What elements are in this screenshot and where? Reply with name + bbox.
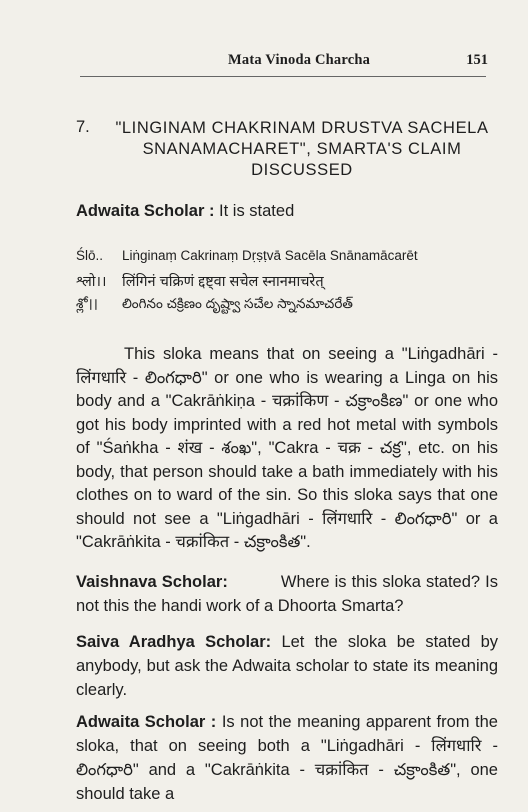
speaker-label: Saiva Aradhya Scholar: [76,633,272,651]
section-title: "LINGINAM CHAKRINAM DRUSTVA SACHELA SNANAMACHARET", SMARTA'S CLAIM DISCUSSED [115,119,489,179]
speaker-label: Adwaita Scholar : [76,202,215,220]
dialogue-vaishnava [76,570,498,618]
section-number: 7. [76,118,90,136]
page-number: 151 [466,52,488,68]
dialogue-saiva [76,630,498,702]
verse-marker-roman: Ślō.. [76,248,104,263]
verse-marker-telugu: శ్లో।। [76,296,98,311]
verse-roman-text: Liṅginaṃ Cakrinaṃ Dṛṣṭvā Sacēla Snānamācarēt [122,248,418,263]
verse-devanagari-text: लिंगिनं चक्रिणं द्दष्ट्वा सचेल स्नानमाचरेत् [122,274,324,290]
running-header [80,52,488,72]
speaker-label: Vaishnava Scholar: [76,573,228,591]
header-divider [80,76,486,77]
verse-devanagari [76,271,498,291]
dialogue-text: Let the sloka be stated by anybody, but ask the Adwaita scholar to state its meaning clearly. [76,633,499,699]
speaker-label: Adwaita Scholar : [76,713,217,731]
intro-paragraph [76,199,498,223]
explanation-paragraph: This sloka means that on seeing a "Liṅgadhāri - लिंगधारि - లింగధారి" or one who is wearing a Linga on his body and a "Cakrāṅkiṇa - चक्रांकिण - చక్రాంకిణ" or one who got his body imprinted with a red hot metal with symbols of "Śaṅkha - शंख - శంఖ", "Cakra - चक्र - చక్ర", etc. on his body, that person should take a bath immediately with his clothes on to ward of the sin. So this sloka says that one should not see a "Liṅgadhāri - लिंगधारि - లింగధారి" or a "Cakrāṅkita - चक्रांकित - చక్రాంకిత". [76,345,498,551]
dialogue-adwaita [76,710,498,806]
verse-telugu-text: లింగినం చక్రిణం దృష్ట్వా సచేల స్నానమాచరేత్ [122,296,353,311]
verse-marker-devanagari: श्लो।। [76,274,107,290]
dialogue-text: Where is this sloka stated? Is not this the handi work of a Dhoorta Smarta? [76,573,498,615]
verse-roman [76,248,498,263]
book-title: Mata Vinoda Charcha [228,52,371,68]
intro-text: It is stated [219,202,295,220]
verse-telugu [76,296,498,315]
dialogue-text: Is not the meaning apparent from the sloka, that on seeing both a "Liṅgadhāri - लिंगधारि - లింగధారి" and a "Cakrāṅkita - चक्रांकित - చక్రాంకిత", one should take a [76,713,498,803]
